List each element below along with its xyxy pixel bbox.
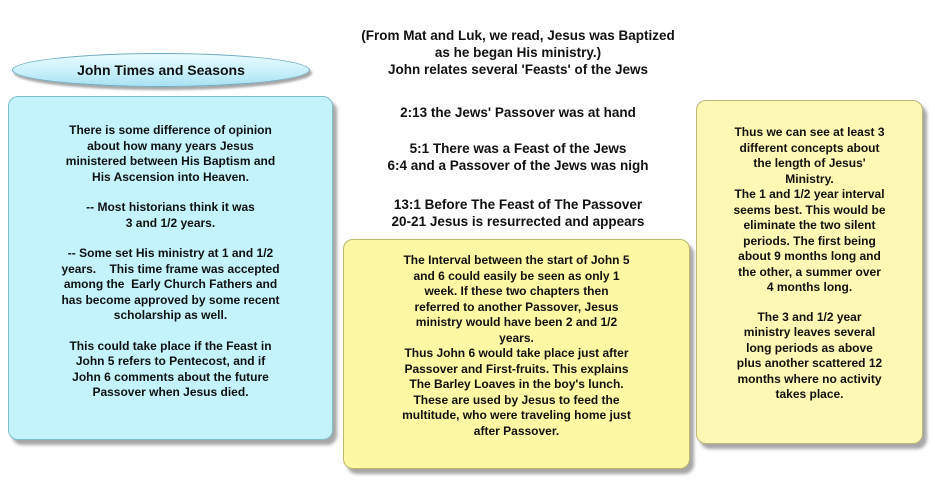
text-line: His Ascension into Heaven. <box>92 169 249 184</box>
reference-feast-13-1: 13:1 Before The Feast of The Passover <box>393 197 643 212</box>
text-line: about how many years Jesus <box>87 138 254 153</box>
text-line: ministry leaves several <box>743 325 876 339</box>
text-line: There is some difference of opinion <box>69 123 272 137</box>
text-line: scholarship as well. <box>113 308 228 322</box>
text-line: among the Early Church Fathers and <box>63 277 278 291</box>
text-line: -- Some set His ministry at 1 and 1/2 <box>67 246 274 260</box>
middle-note-box <box>343 239 690 469</box>
text-line: multitude, who were traveling home just <box>402 408 631 422</box>
text-line: ministered between His Baptism and <box>65 154 276 168</box>
intro-line: as he began His ministry.) <box>434 45 602 60</box>
text-line: Thus John 6 would take place just after <box>404 346 629 360</box>
text-line: different concepts about <box>739 140 880 155</box>
text-line: These are used by Jesus to feed the <box>413 392 620 407</box>
text-line: plus another scattered 12 <box>736 356 883 370</box>
intro-text <box>338 27 698 78</box>
text-line: week. If these two chapters then <box>424 284 609 298</box>
intro-line: (From Mat and Luk, we read, Jesus was Baptized <box>361 28 675 43</box>
text-line: Passover and First-fruits. This explains <box>404 361 629 376</box>
reference-group <box>338 104 698 121</box>
text-line: about 9 months long and <box>738 249 881 263</box>
text-line: -- Most historians think it was <box>86 200 255 214</box>
text-line: John 5 refers to Pentecost, and if <box>75 354 266 368</box>
text-line: 4 months long. <box>766 280 853 294</box>
title-ellipse <box>12 53 310 87</box>
text-line: has become approved by some recent <box>61 292 280 307</box>
text-line: takes place. <box>775 387 844 401</box>
reference-group <box>338 140 698 174</box>
text-line: The 1 and 1/2 year interval <box>734 187 885 201</box>
text-line: This could take place if the Feast in <box>69 338 272 353</box>
left-note-box <box>8 96 333 440</box>
text-line: referred to another Passover, Jesus <box>414 299 619 314</box>
text-line: periods. The first being <box>743 233 876 248</box>
text-line: months where no activity <box>737 371 882 386</box>
text-line: Passover when Jesus died. <box>92 385 249 399</box>
right-note-box <box>696 100 923 444</box>
intro-line: John relates several 'Feasts' of the Jews <box>387 62 649 77</box>
page-title: John Times and Seasons <box>77 62 245 78</box>
reference-passover-6-4: 6:4 and a Passover of the Jews was nigh <box>387 158 649 173</box>
text-line: the other, a summer over <box>738 264 881 279</box>
text-line: and 6 could easily be seen as only 1 <box>413 268 620 283</box>
text-line: the length of Jesus' <box>753 156 866 170</box>
reference-passover-2-13: 2:13 the Jews' Passover was at hand <box>400 105 636 120</box>
text-line: eliminate the two silent <box>743 218 876 232</box>
text-line: The 3 and 1/2 year <box>757 309 862 324</box>
text-line: 3 and 1/2 years. <box>125 215 216 230</box>
text-line: years. This time frame was accepted <box>61 261 280 276</box>
text-line: after Passover. <box>473 423 560 438</box>
reference-feast-5-1: 5:1 There was a Feast of the Jews <box>409 141 627 156</box>
reference-group <box>338 196 698 230</box>
text-line: long periods as above <box>746 340 873 355</box>
reference-resurrection-20-21: 20-21 Jesus is resurrected and appears <box>391 214 645 229</box>
text-line: seems best. This would be <box>733 202 886 217</box>
text-line: Ministry. <box>785 171 834 186</box>
text-line: years. <box>499 330 534 345</box>
text-line: Thus we can see at least 3 <box>734 125 885 139</box>
text-line: John 6 comments about the future <box>72 369 269 384</box>
text-line: ministry would have been 2 and 1/2 <box>415 315 618 329</box>
text-line: The Interval between the start of John 5 <box>403 253 630 267</box>
text-line: The Barley Loaves in the boy's lunch. <box>409 377 624 391</box>
